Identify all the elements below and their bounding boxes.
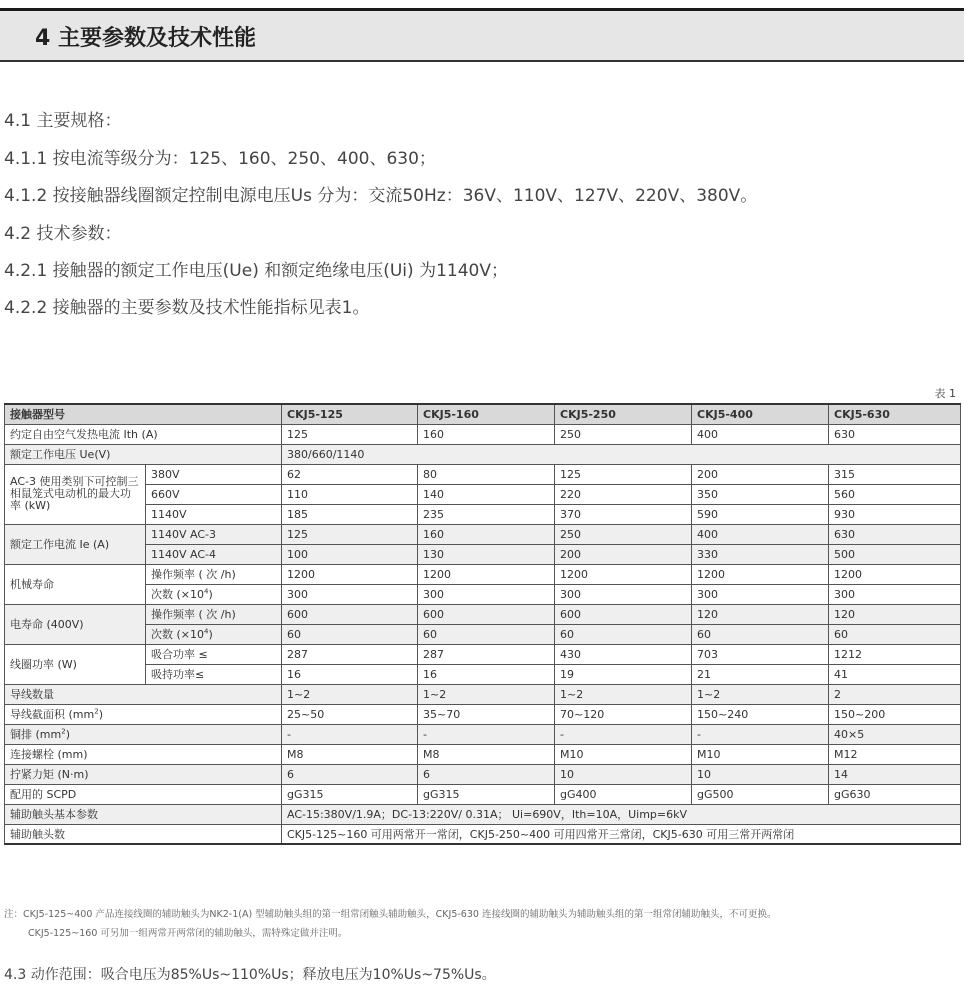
table-cell: M12 <box>829 744 961 764</box>
row-label: 辅助触头数 <box>5 824 282 844</box>
row-label: 铜排 $(mm^2)$ <box>5 724 282 744</box>
row-label: 配用的 SCPD <box>5 784 282 804</box>
table-cell: 250 <box>555 424 692 444</box>
table-row <box>5 644 961 664</box>
table-row <box>5 804 961 824</box>
sub-label: 1140V <box>146 504 282 524</box>
table-cell: 16 <box>282 664 418 684</box>
table-row <box>5 704 961 724</box>
table-cell: gG630 <box>829 784 961 804</box>
table-cell: 35~70 <box>418 704 555 724</box>
table-cell: 1200 <box>418 564 555 584</box>
table-cell: 200 <box>555 544 692 564</box>
table-cell: gG500 <box>692 784 829 804</box>
table-cell: 1200 <box>692 564 829 584</box>
row-label: 额定工作电压 Ue(V) <box>5 444 282 464</box>
table-cell: 185 <box>282 504 418 524</box>
table-cell: 250 <box>555 524 692 544</box>
table-row <box>5 484 961 504</box>
paragraph-4-2-2: 4.2.2 接触器的主要参数及技术性能指标见表1。 <box>4 298 370 318</box>
table-cell: 150~200 <box>829 704 961 724</box>
table-cell: 110 <box>282 484 418 504</box>
table-cell: 300 <box>282 584 418 604</box>
table-cell: 60 <box>282 624 418 644</box>
table-cell: 60 <box>418 624 555 644</box>
header-cell: CKJ5-160 <box>418 404 555 424</box>
table-row <box>5 624 961 644</box>
row-label: 连接螺栓 (mm) <box>5 744 282 764</box>
table-cell: M10 <box>555 744 692 764</box>
table-cell: 590 <box>692 504 829 524</box>
table-cell: gG315 <box>282 784 418 804</box>
table-row <box>5 564 961 584</box>
table-cell: 350 <box>692 484 829 504</box>
table-cell: 19 <box>555 664 692 684</box>
table-cell: 125 <box>555 464 692 484</box>
table-row <box>5 424 961 444</box>
sub-label: 1140V AC-4 <box>146 544 282 564</box>
table-cell: 2 <box>829 684 961 704</box>
table-row <box>5 444 961 464</box>
table-row <box>5 724 961 744</box>
table-cell: 1~2 <box>418 684 555 704</box>
table-row <box>5 504 961 524</box>
paragraph-4-1-2: 4.1.2 按接触器线圈额定控制电源电压Us 分为：交流50Hz：36V、110V、127V、220V、380V。 <box>4 186 758 206</box>
sub-label: 1140V AC-3 <box>146 524 282 544</box>
table-cell: - <box>555 724 692 744</box>
table-cell: 80 <box>418 464 555 484</box>
row-label: 导线数量 <box>5 684 282 704</box>
paragraph-4-3: 4.3 动作范围：吸合电压为85%Us~110%Us；释放电压为10%Us~75%Us。 <box>4 967 496 983</box>
sub-label: 操作频率 ( 次 /h) <box>146 604 282 624</box>
table-note-1: 注：CKJ5-125~400 产品连接线圈的辅助触头为NK2-1(A) 型辅助触头组的第一组常闭触头辅助触头，CKJ5-630 连接线圈的辅助触头为辅助触头组的第一组常闭辅助触头，不可更换。 <box>4 909 777 920</box>
table-cell: 100 <box>282 544 418 564</box>
paragraph-4-1-1: 4.1.1 按电流等级分为：125、160、250、400、630； <box>4 149 436 169</box>
table-cell: 1~2 <box>282 684 418 704</box>
table-cell: 500 <box>829 544 961 564</box>
table-cell: 14 <box>829 764 961 784</box>
paragraph-4-2-1: 4.2.1 接触器的额定工作电压(Ue) 和额定绝缘电压(Ui) 为1140V； <box>4 261 508 281</box>
table-cell: 130 <box>418 544 555 564</box>
table-cell: 6 <box>418 764 555 784</box>
table-caption: 表 1 <box>934 387 956 400</box>
table-cell: M8 <box>282 744 418 764</box>
table-cell: 400 <box>692 524 829 544</box>
table-cell: 10 <box>555 764 692 784</box>
paragraph-4-2: 4.2 技术参数： <box>4 224 122 244</box>
table-note-2: CKJ5-125~160 可另加一组两常开两常闭的辅助触头，需特殊定做并注明。 <box>28 928 348 939</box>
table-cell: 10 <box>692 764 829 784</box>
table-cell: 1200 <box>829 564 961 584</box>
table-cell: 300 <box>692 584 829 604</box>
table-cell: 120 <box>829 604 961 624</box>
table-row <box>5 604 961 624</box>
table-cell: 60 <box>829 624 961 644</box>
table-cell: - <box>418 724 555 744</box>
table-cell: 370 <box>555 504 692 524</box>
header-cell: CKJ5-125 <box>282 404 418 424</box>
table-row <box>5 784 961 804</box>
table-row <box>5 584 961 604</box>
table-row <box>5 544 961 564</box>
sub-label: 380V <box>146 464 282 484</box>
table-cell: gG315 <box>418 784 555 804</box>
table-cell: 300 <box>555 584 692 604</box>
sub-label: 吸合功率 ≤ <box>146 644 282 664</box>
table-cell: 703 <box>692 644 829 664</box>
table-cell: 125 <box>282 524 418 544</box>
table-cell: 1~2 <box>692 684 829 704</box>
table-cell: 140 <box>418 484 555 504</box>
table-cell: 315 <box>829 464 961 484</box>
table-cell: 25~50 <box>282 704 418 724</box>
table-cell: gG400 <box>555 784 692 804</box>
table-cell: M8 <box>418 744 555 764</box>
table-row <box>5 764 961 784</box>
table-row <box>5 744 961 764</box>
table-cell: 62 <box>282 464 418 484</box>
table-cell: 125 <box>282 424 418 444</box>
table-row <box>5 824 961 844</box>
table-header-row <box>5 404 961 424</box>
table-cell: 630 <box>829 524 961 544</box>
table-cell: 70~120 <box>555 704 692 724</box>
table-cell: 287 <box>418 644 555 664</box>
table-cell: 560 <box>829 484 961 504</box>
table-cell: 40×5 <box>829 724 961 744</box>
table-cell: 1212 <box>829 644 961 664</box>
row-label: 机械寿命 <box>5 564 146 604</box>
row-label: 线圈功率 (W) <box>5 644 146 684</box>
table-cell: AC-15:380V/1.9A；DC-13:220V/ 0.31A； Ui=690V，Ith=10A，Uimp=6kV <box>282 804 961 824</box>
row-label: 辅助触头基本参数 <box>5 804 282 824</box>
table-cell: - <box>692 724 829 744</box>
row-label: 电寿命 (400V) <box>5 604 146 644</box>
header-cell: CKJ5-630 <box>829 404 961 424</box>
table-cell: 600 <box>418 604 555 624</box>
row-label: 拧紧力矩 (N·m) <box>5 764 282 784</box>
sub-label: 次数 $(\times 10^4)$ <box>146 624 282 644</box>
table-cell: 160 <box>418 424 555 444</box>
table-cell: 1~2 <box>555 684 692 704</box>
table-cell: 400 <box>692 424 829 444</box>
table-cell: CKJ5-125~160 可用两常开一常闭，CKJ5-250~400 可用四常开三常闭，CKJ5-630 可用三常开两常闭 <box>282 824 961 844</box>
table-cell: 235 <box>418 504 555 524</box>
table-cell: M10 <box>692 744 829 764</box>
row-label: AC-3 使用类别下可控制三相鼠笼式电动机的最大功率 (kW) <box>5 464 146 524</box>
table-cell: 120 <box>692 604 829 624</box>
table-cell: 380/660/1140 <box>282 444 961 464</box>
sub-label: 操作频率 ( 次 /h) <box>146 564 282 584</box>
table-cell: 300 <box>829 584 961 604</box>
table-cell: - <box>282 724 418 744</box>
table-row <box>5 464 961 484</box>
table-cell: 220 <box>555 484 692 504</box>
header-cell: CKJ5-250 <box>555 404 692 424</box>
table-cell: 300 <box>418 584 555 604</box>
sub-label: 660V <box>146 484 282 504</box>
table-cell: 630 <box>829 424 961 444</box>
row-label: 导线截面积 $(mm^2)$ <box>5 704 282 724</box>
table-row <box>5 664 961 684</box>
row-label: 额定工作电流 Ie (A) <box>5 524 146 564</box>
table-cell: 60 <box>555 624 692 644</box>
table-cell: 330 <box>692 544 829 564</box>
table-cell: 430 <box>555 644 692 664</box>
table-cell: 930 <box>829 504 961 524</box>
section-header <box>0 8 964 62</box>
sub-label: 吸持功率≤ <box>146 664 282 684</box>
table-row <box>5 684 961 704</box>
table-cell: 600 <box>555 604 692 624</box>
table-cell: 1200 <box>555 564 692 584</box>
section-title: 4 主要参数及技术性能 <box>35 26 256 51</box>
header-cell: CKJ5-400 <box>692 404 829 424</box>
table-cell: 16 <box>418 664 555 684</box>
table-cell: 41 <box>829 664 961 684</box>
table-cell: 6 <box>282 764 418 784</box>
table-cell: 160 <box>418 524 555 544</box>
paragraph-4-1: 4.1 主要规格： <box>4 111 122 131</box>
table-cell: 21 <box>692 664 829 684</box>
table-cell: 60 <box>692 624 829 644</box>
spec-table <box>4 403 961 845</box>
table-cell: 150~240 <box>692 704 829 724</box>
table-cell: 287 <box>282 644 418 664</box>
table-row <box>5 524 961 544</box>
sub-label: 次数 $(\times 10^4)$ <box>146 584 282 604</box>
table-cell: 1200 <box>282 564 418 584</box>
header-cell: 接触器型号 <box>5 404 282 424</box>
table-cell: 600 <box>282 604 418 624</box>
row-label: 约定自由空气发热电流 Ith (A) <box>5 424 282 444</box>
table-cell: 200 <box>692 464 829 484</box>
